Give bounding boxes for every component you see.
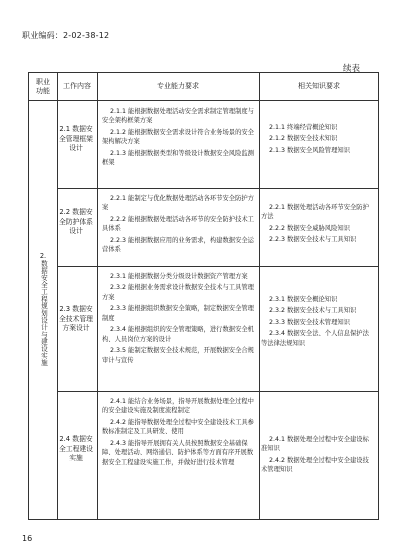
table-divider (57, 73, 58, 519)
knowledge-item: 2.2.3 数据安全技术与工具知识 (269, 236, 357, 244)
competency-item: 2.2.1 能制定与优化数据处理活动各环节安全防护方案 (102, 195, 254, 212)
header-occupation-function: 职业功能 (36, 77, 50, 95)
competency-cell-2-2 (102, 194, 258, 257)
competency-cell-2-1 (102, 107, 258, 170)
function-group-number: 2. (39, 252, 47, 261)
competency-item: 2.3.3 能根据组织数据安全策略，制定数据安全管理制度 (102, 305, 254, 322)
competency-table (28, 72, 379, 520)
competency-item: 2.4.3 能指导开展拥有关人员按照数据安全基础保障、处理活动、网络通信、防护体系等方面有序开展数据安全工程建设实施工作，并做好进行技术管理 (102, 439, 254, 466)
competency-item: 2.4.2 能指导数据处理全过程中安全建设技术工具参数标准制定及工具研发、使用 (102, 418, 254, 436)
competency-item: 2.1.2 能根据数据安全需求设计符合业务场景的安全架构解决方案 (102, 128, 254, 146)
competency-cell-2-3 (102, 272, 258, 367)
row-divider (57, 188, 378, 189)
knowledge-item: 2.3.1 数据安全概论知识 (269, 296, 338, 303)
competency-cell-2-4 (102, 397, 258, 469)
knowledge-item: 2.3.4 数据安全法、个人信息保护法等法律法规知识 (261, 330, 369, 347)
function-group-name: 数据安全工程规划设计与建设实施 (39, 260, 48, 367)
competency-item: 2.2.2 能根据数据处理活动各环节的安全防护技术工具体系 (102, 215, 254, 233)
work-content-2-3: 2.3 数据安全技术管理方案设计 (59, 305, 93, 333)
knowledge-cell-2-3 (261, 295, 375, 350)
knowledge-item: 2.4.1 数据处理全过程中安全建设标准知识 (261, 436, 369, 453)
knowledge-item: 2.1.2 数据安全技术知识 (269, 135, 338, 143)
row-divider (57, 266, 378, 267)
knowledge-cell-2-1 (261, 123, 375, 157)
work-content-2-2: 2.2 数据安全防护体系设计 (59, 208, 93, 236)
competency-item: 2.1.1 能根据数据处理活动安全需求制定管理制度与安全架构框架方案 (102, 108, 254, 125)
knowledge-item: 2.3.2 数据安全技术与工具知识 (269, 307, 357, 315)
competency-item: 2.3.4 能根据组织的安全管理策略，进行数据安全机构、人员岗位方案的设计 (102, 326, 254, 343)
knowledge-item: 2.2.1 数据处理活动各环节安全防护方法 (261, 204, 369, 221)
header-knowledge: 相关知识要求 (298, 82, 340, 91)
competency-item: 2.3.2 能根据业务需求设计数据安全技术与工具管理方案 (102, 284, 254, 301)
competency-item: 2.4.1 能结合业务场景，指导开展数据处理全过程中的安全建设实施及制度流程制定 (102, 398, 254, 415)
competency-item: 2.2.3 能根据数据应用的业务需求，构建数据安全运营体系 (102, 236, 254, 254)
header-work-content: 工作内容 (63, 82, 91, 91)
knowledge-item: 2.1.1 终端经营概论知识 (269, 124, 338, 131)
knowledge-item: 2.4.2 数据处理全过程中安全建设技术管理知识 (261, 456, 369, 474)
header-competency: 专业能力要求 (157, 82, 199, 91)
occupation-code: 职业编码：2-02-38-12 (22, 31, 110, 40)
page-number: 16 (22, 534, 33, 543)
competency-item: 2.3.5 能制定数据安全技术规范，开展数据安全合规审计与宣传 (102, 347, 254, 364)
work-content-2-4: 2.4 数据安全工程建设实施 (59, 435, 93, 463)
table-divider (97, 73, 98, 519)
knowledge-cell-2-4 (261, 435, 375, 477)
competency-item: 2.3.1 能根据数据分类分级设计数据资产管理方案 (110, 273, 248, 280)
continued-label: 续表 (342, 64, 360, 74)
work-content-2-1: 2.1 数据安全管理框架设计 (59, 125, 93, 153)
knowledge-item: 2.3.3 数据安全技术管理知识 (269, 318, 350, 326)
row-divider (57, 391, 378, 392)
knowledge-item: 2.1.3 数据安全风险管理知识 (269, 146, 350, 154)
competency-item: 2.1.3 能根据数据类型和等级设计数据安全风险监测框架 (102, 149, 254, 167)
function-group-cell (29, 101, 57, 519)
knowledge-cell-2-2 (261, 203, 375, 247)
table-header-row (29, 73, 378, 101)
knowledge-item: 2.2.2 数据安全威胁风险知识 (269, 224, 350, 232)
table-divider (259, 73, 260, 519)
